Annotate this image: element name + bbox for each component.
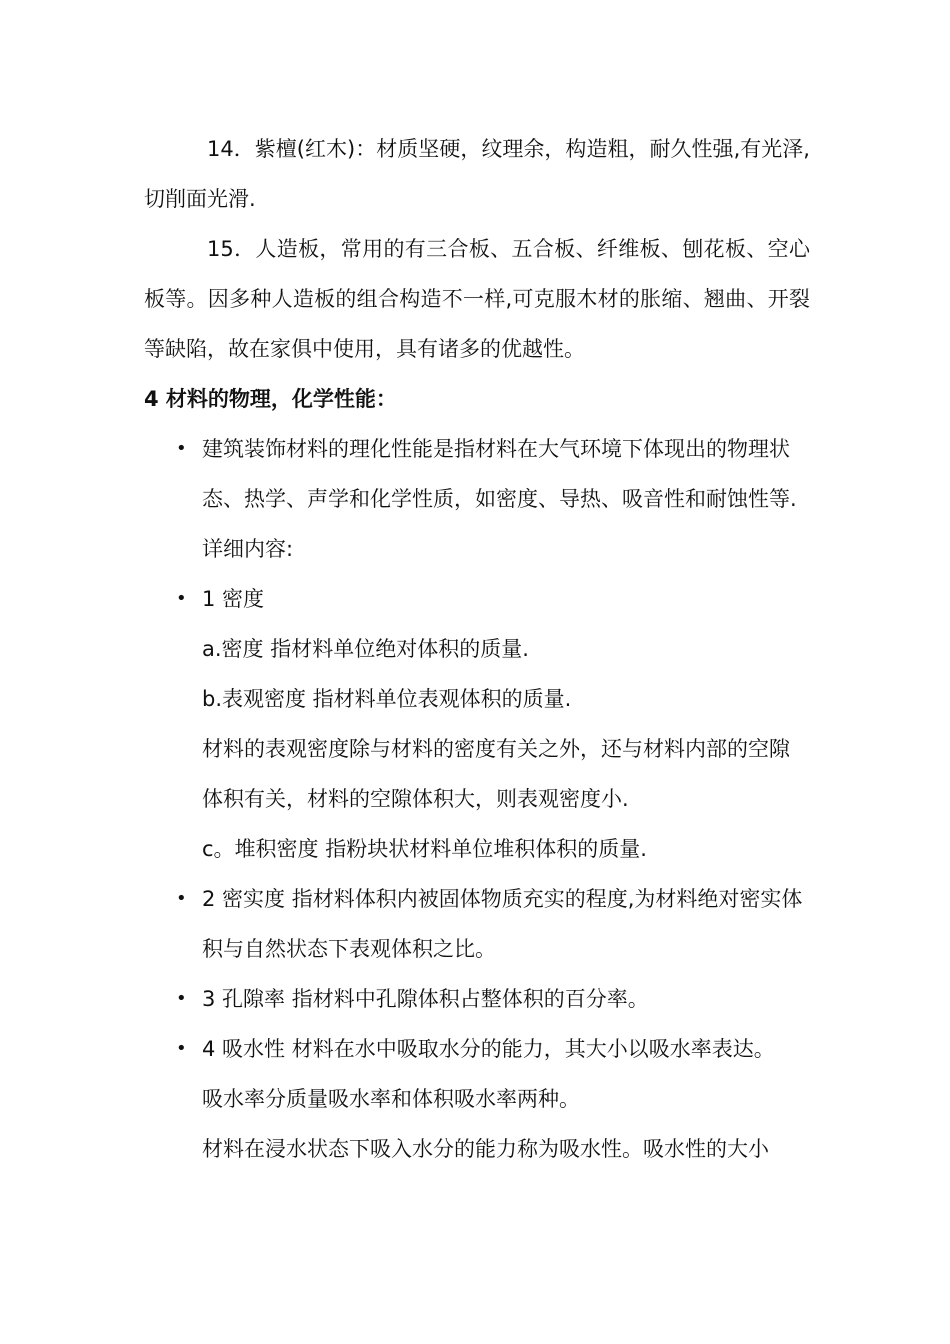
paragraph-14-zitan: 14．紫檀(红木)：材质坚硬，纹理余，构造粗，耐久性强,有光泽,切削面光滑. — [144, 137, 810, 211]
list-item-subtext: c。堆积密度 指粉块状材料单位堆积体积的质量. — [202, 837, 647, 861]
list-item-text: 建筑装饰材料的理化性能是指材料在大气环境下体现出的物理状态、热学、声学和化学性质，如密度、导热、吸音性和耐蚀性等. — [202, 437, 797, 511]
list-item-subtext: 材料在浸水状态下吸入水分的能力称为吸水性。吸水性的大小 — [202, 1137, 769, 1161]
section-heading-physical-chemical: 4 材料的物理，化学性能： — [144, 387, 397, 411]
property-bullet-list — [144, 424, 810, 1174]
paragraph-15-artificial-board: 15．人造板，常用的有三合板、五合板、纤维板、刨花板、空心板等。因多种人造板的组合构造不一样,可克服木材的胀缩、翘曲、开裂等缺陷，故在家俱中使用，具有诸多的优越性。 — [144, 237, 810, 361]
list-item-text: 1 密度 — [202, 587, 265, 611]
bullet-icon: • — [176, 588, 187, 609]
list-item — [144, 574, 810, 874]
bullet-icon: • — [176, 438, 187, 459]
document-body — [144, 124, 810, 1174]
list-item — [144, 424, 810, 574]
list-item-subtext: b.表观密度 指材料单位表观体积的质量. — [202, 687, 572, 711]
list-item — [144, 874, 810, 974]
list-item-text: 4 吸水性 材料在水中吸取水分的能力，其大小以吸水率表达。 — [202, 1037, 775, 1061]
bullet-icon: • — [176, 988, 187, 1009]
bullet-icon: • — [176, 1038, 187, 1059]
list-item-subtext: a.密度 指材料单位绝对体积的质量. — [202, 637, 529, 661]
bullet-icon: • — [176, 888, 187, 909]
list-item-text: 3 孔隙率 指材料中孔隙体积占整体积的百分率。 — [202, 987, 649, 1011]
list-item-subtext: 材料的表观密度除与材料的密度有关之外，还与材料内部的空隙体积有关，材料的空隙体积大，则表观密度小. — [202, 737, 790, 811]
list-item — [144, 1024, 810, 1174]
list-item — [144, 974, 810, 1024]
list-item-text: 2 密实度 指材料体积内被固体物质充实的程度,为材料绝对密实体积与自然状态下表观体积之比。 — [202, 887, 803, 961]
list-item-subtext: 详细内容: — [202, 537, 294, 561]
list-item-subtext: 吸水率分质量吸水率和体积吸水率两种。 — [202, 1087, 580, 1111]
